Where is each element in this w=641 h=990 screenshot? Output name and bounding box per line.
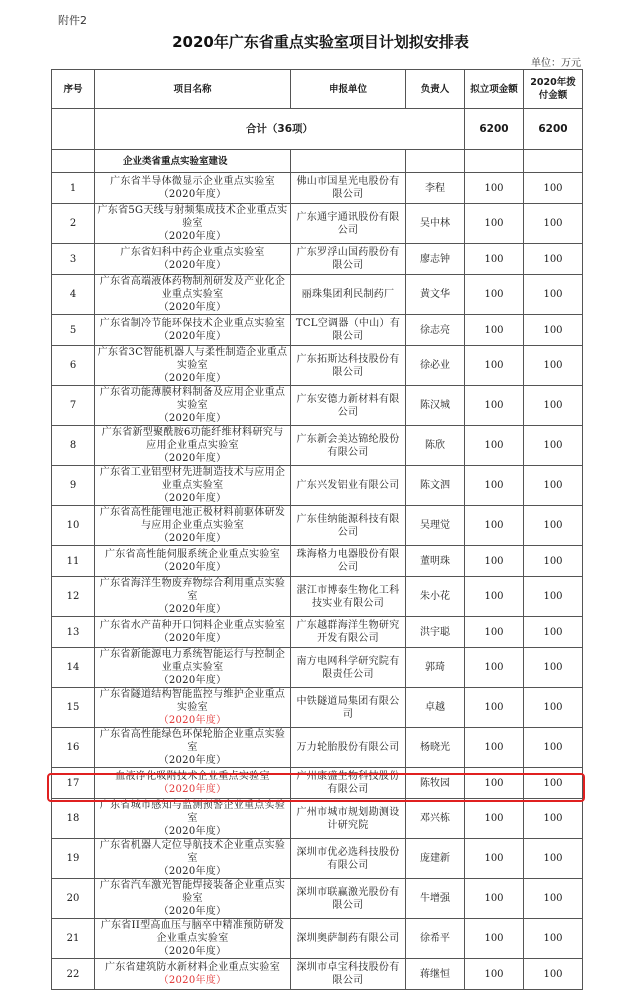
applicant-unit: 广东佳纳能源科技有限公司	[291, 506, 406, 546]
table-header-row	[52, 70, 583, 109]
approved-amount: 100	[465, 577, 524, 617]
approved-amount: 100	[465, 244, 524, 275]
applicant-unit: 深圳市优必选科技股份有限公司	[291, 839, 406, 879]
project-leader: 杨晓光	[406, 728, 465, 768]
project-name	[95, 506, 291, 546]
table-row	[52, 275, 583, 315]
paid-amount: 100	[524, 839, 583, 879]
header-paid: 2020年拨付金额	[524, 70, 583, 109]
project-name-text: 广东省汽车激光智能焊接装备企业重点实验室	[99, 880, 286, 904]
table-row	[52, 688, 583, 728]
table-row	[52, 919, 583, 959]
project-name-text: 广东省新型聚酰胺6功能纤维材料研究与应用企业重点实验室	[101, 427, 284, 451]
project-table	[51, 69, 583, 990]
project-name-text: 广东省水产苗种开口饲料企业重点实验室	[99, 620, 286, 631]
paid-amount: 100	[524, 959, 583, 990]
applicant-unit: 深圳市联赢激光股份有限公司	[291, 879, 406, 919]
project-name-text: 广东省隧道结构智能监控与维护企业重点实验室	[99, 689, 286, 713]
project-leader: 牛增强	[406, 879, 465, 919]
approved-amount: 100	[465, 173, 524, 204]
row-number: 12	[52, 577, 95, 617]
project-name-text: 广东省机器人定位导航技术企业重点实验室	[99, 840, 286, 864]
project-name-text: 广东省3C智能机器人与柔性制造企业重点实验室	[97, 347, 288, 371]
paid-amount: 100	[524, 244, 583, 275]
paid-amount: 100	[524, 546, 583, 577]
approved-amount: 100	[465, 204, 524, 244]
paid-amount: 100	[524, 768, 583, 799]
project-year: （2020年度）	[158, 533, 227, 544]
project-leader: 陈汉城	[406, 386, 465, 426]
row-number: 13	[52, 617, 95, 648]
row-number: 8	[52, 426, 95, 466]
project-name	[95, 688, 291, 728]
project-name	[95, 546, 291, 577]
project-leader: 徐必业	[406, 346, 465, 386]
paid-amount: 100	[524, 577, 583, 617]
applicant-unit: 万力轮胎股份有限公司	[291, 728, 406, 768]
project-year: （2020年度）	[158, 413, 227, 424]
approved-amount: 100	[465, 617, 524, 648]
project-leader: 卓越	[406, 688, 465, 728]
approved-amount: 100	[465, 839, 524, 879]
approved-amount: 100	[465, 799, 524, 839]
project-name-text: 广东省5G天线与射频集成技术企业重点实验室	[97, 205, 288, 229]
project-leader: 陈牧园	[406, 768, 465, 799]
total-label: 合计（36项）	[95, 109, 465, 150]
approved-amount: 100	[465, 959, 524, 990]
applicant-unit: TCL空调器（中山）有限公司	[291, 315, 406, 346]
total-paid: 6200	[524, 109, 583, 150]
applicant-unit: 珠海格力电器股份有限公司	[291, 546, 406, 577]
total-amount: 6200	[465, 109, 524, 150]
project-year: （2020年度）	[158, 302, 227, 313]
section-label: 企业类省重点实验室建设	[95, 150, 291, 173]
row-number: 1	[52, 173, 95, 204]
table-row	[52, 506, 583, 546]
project-name	[95, 346, 291, 386]
row-number: 18	[52, 799, 95, 839]
project-year: （2020年度）	[158, 755, 227, 766]
project-name-text: 广东省妇科中药企业重点实验室	[120, 247, 265, 258]
project-year: （2020年度）	[158, 189, 227, 200]
row-number: 21	[52, 919, 95, 959]
project-name-text: 广东省海洋生物废弃物综合利用重点实验室	[99, 578, 286, 602]
approved-amount: 100	[465, 315, 524, 346]
project-year: （2020年度）	[158, 826, 227, 837]
project-name	[95, 577, 291, 617]
project-name-text: 广东省城市感知与监测预警企业重点实验室	[99, 800, 286, 824]
approved-amount: 100	[465, 768, 524, 799]
table-row	[52, 648, 583, 688]
project-name	[95, 959, 291, 990]
approved-amount: 100	[465, 919, 524, 959]
project-year: （2020年度）	[158, 715, 227, 726]
applicant-unit: 湛江市博泰生物化工科技实业有限公司	[291, 577, 406, 617]
table-row	[52, 768, 583, 799]
applicant-unit: 丽珠集团利民制药厂	[291, 275, 406, 315]
approved-amount: 100	[465, 728, 524, 768]
table-row	[52, 466, 583, 506]
project-name	[95, 173, 291, 204]
approved-amount: 100	[465, 466, 524, 506]
project-year: （2020年度）	[158, 866, 227, 877]
approved-amount: 100	[465, 386, 524, 426]
section-empty-cell	[406, 150, 465, 173]
row-number: 22	[52, 959, 95, 990]
project-leader: 黄文华	[406, 275, 465, 315]
paid-amount: 100	[524, 648, 583, 688]
row-number: 15	[52, 688, 95, 728]
project-name-text: 广东省II型高血压与脑卒中精准预防研发企业重点实验室	[100, 920, 285, 944]
project-name-text: 血液净化吸附技术企业重点实验室	[115, 771, 270, 782]
row-number: 2	[52, 204, 95, 244]
header-leader: 负责人	[406, 70, 465, 109]
project-leader: 邓兴栋	[406, 799, 465, 839]
project-name	[95, 768, 291, 799]
approved-amount: 100	[465, 426, 524, 466]
table-row	[52, 728, 583, 768]
table-row	[52, 426, 583, 466]
table-row	[52, 546, 583, 577]
project-name-text: 广东省高性能锂电池正极材料前驱体研发与应用企业重点实验室	[99, 507, 286, 531]
project-leader: 朱小花	[406, 577, 465, 617]
project-leader: 洪宇聪	[406, 617, 465, 648]
section-empty-cell	[524, 150, 583, 173]
project-year: （2020年度）	[158, 975, 227, 986]
project-year: （2020年度）	[158, 493, 227, 504]
section-blank	[52, 150, 95, 173]
project-year: （2020年度）	[158, 562, 227, 573]
project-name	[95, 648, 291, 688]
project-name	[95, 386, 291, 426]
approved-amount: 100	[465, 546, 524, 577]
project-leader: 徐志亮	[406, 315, 465, 346]
project-year: （2020年度）	[158, 604, 227, 615]
table-row	[52, 959, 583, 990]
project-year: （2020年度）	[158, 373, 227, 384]
project-year: （2020年度）	[158, 260, 227, 271]
row-number: 20	[52, 879, 95, 919]
project-leader: 蒋继恒	[406, 959, 465, 990]
project-leader: 李程	[406, 173, 465, 204]
table-row	[52, 577, 583, 617]
total-row	[52, 109, 583, 150]
approved-amount: 100	[465, 648, 524, 688]
project-year: （2020年度）	[158, 231, 227, 242]
row-number: 6	[52, 346, 95, 386]
paid-amount: 100	[524, 799, 583, 839]
applicant-unit: 佛山市国星光电股份有限公司	[291, 173, 406, 204]
total-blank	[52, 109, 95, 150]
table-row	[52, 617, 583, 648]
project-name	[95, 617, 291, 648]
row-number: 10	[52, 506, 95, 546]
project-name-text: 广东省功能薄膜材料制备及应用企业重点实验室	[99, 387, 286, 411]
project-name-text: 广东省建筑防水新材料企业重点实验室	[104, 962, 281, 973]
header-no: 序号	[52, 70, 95, 109]
project-leader: 陈文泗	[406, 466, 465, 506]
header-project-name: 项目名称	[95, 70, 291, 109]
header-applicant: 申报单位	[291, 70, 406, 109]
table-row	[52, 346, 583, 386]
project-name	[95, 839, 291, 879]
table-row	[52, 173, 583, 204]
applicant-unit: 广东安德力新材料有限公司	[291, 386, 406, 426]
paid-amount: 100	[524, 506, 583, 546]
paid-amount: 100	[524, 346, 583, 386]
section-row	[52, 150, 583, 173]
project-leader: 徐希平	[406, 919, 465, 959]
project-name-text: 广东省半导体微显示企业重点实验室	[110, 176, 275, 187]
paid-amount: 100	[524, 688, 583, 728]
document-title: 2020年广东省重点实验室项目计划拟安排表	[172, 33, 469, 51]
applicant-unit: 广州市城市规划勘测设计研究院	[291, 799, 406, 839]
table-row	[52, 204, 583, 244]
project-name	[95, 728, 291, 768]
project-leader: 吴理觉	[406, 506, 465, 546]
project-leader: 董明珠	[406, 546, 465, 577]
paid-amount: 100	[524, 204, 583, 244]
applicant-unit: 广东越群海洋生物研究开发有限公司	[291, 617, 406, 648]
project-year: （2020年度）	[158, 331, 227, 342]
paid-amount: 100	[524, 617, 583, 648]
project-name	[95, 275, 291, 315]
applicant-unit: 广东兴发铝业有限公司	[291, 466, 406, 506]
row-number: 14	[52, 648, 95, 688]
paid-amount: 100	[524, 466, 583, 506]
paid-amount: 100	[524, 728, 583, 768]
project-name	[95, 466, 291, 506]
table-row	[52, 244, 583, 275]
attachment-label: 附件2	[58, 14, 87, 27]
applicant-unit: 广东罗浮山国药股份有限公司	[291, 244, 406, 275]
header-amount: 拟立项金额	[465, 70, 524, 109]
project-year: （2020年度）	[158, 453, 227, 464]
paid-amount: 100	[524, 173, 583, 204]
row-number: 9	[52, 466, 95, 506]
project-year: （2020年度）	[158, 633, 227, 644]
applicant-unit: 广州康盛生物科技股份有限公司	[291, 768, 406, 799]
project-name	[95, 879, 291, 919]
project-leader: 庞建新	[406, 839, 465, 879]
project-name-text: 广东省新能源电力系统智能运行与控制企业重点实验室	[99, 649, 286, 673]
project-leader: 陈欣	[406, 426, 465, 466]
approved-amount: 100	[465, 275, 524, 315]
applicant-unit: 南方电网科学研究院有限责任公司	[291, 648, 406, 688]
paid-amount: 100	[524, 386, 583, 426]
applicant-unit: 中铁隧道局集团有限公司	[291, 688, 406, 728]
row-number: 16	[52, 728, 95, 768]
table-row	[52, 879, 583, 919]
applicant-unit: 深圳奥萨制药有限公司	[291, 919, 406, 959]
table-row	[52, 839, 583, 879]
project-leader: 廖志钟	[406, 244, 465, 275]
table-row	[52, 315, 583, 346]
project-leader: 郭琦	[406, 648, 465, 688]
row-number: 5	[52, 315, 95, 346]
project-name	[95, 426, 291, 466]
project-year: （2020年度）	[158, 675, 227, 686]
approved-amount: 100	[465, 688, 524, 728]
project-year: （2020年度）	[158, 906, 227, 917]
project-year: （2020年度）	[158, 946, 227, 957]
approved-amount: 100	[465, 506, 524, 546]
row-number: 4	[52, 275, 95, 315]
project-name	[95, 204, 291, 244]
project-name-text: 广东省高端液体药物制剂研发及产业化企业重点实验室	[99, 276, 286, 300]
project-name-text: 广东省高性能绿色环保轮胎企业重点实验室	[99, 729, 286, 753]
applicant-unit: 深圳市卓宝科技股份有限公司	[291, 959, 406, 990]
paid-amount: 100	[524, 919, 583, 959]
section-empty-cell	[291, 150, 406, 173]
project-name	[95, 315, 291, 346]
unit-label: 单位：万元	[531, 58, 581, 69]
paid-amount: 100	[524, 275, 583, 315]
table-row	[52, 386, 583, 426]
project-name-text: 广东省制冷节能环保技术企业重点实验室	[99, 318, 286, 329]
row-number: 11	[52, 546, 95, 577]
row-number: 17	[52, 768, 95, 799]
paid-amount: 100	[524, 315, 583, 346]
row-number: 3	[52, 244, 95, 275]
section-empty-cell	[465, 150, 524, 173]
project-year: （2020年度）	[158, 784, 227, 795]
project-leader: 吴中林	[406, 204, 465, 244]
applicant-unit: 广东拓斯达科技股份有限公司	[291, 346, 406, 386]
applicant-unit: 广东通宇通讯股份有限公司	[291, 204, 406, 244]
paid-amount: 100	[524, 879, 583, 919]
project-name	[95, 919, 291, 959]
paid-amount: 100	[524, 426, 583, 466]
approved-amount: 100	[465, 879, 524, 919]
project-name	[95, 244, 291, 275]
project-name-text: 广东省工业铝型材先进制造技术与应用企业重点实验室	[99, 467, 286, 491]
row-number: 7	[52, 386, 95, 426]
row-number: 19	[52, 839, 95, 879]
project-name-text: 广东省高性能伺服系统企业重点实验室	[104, 549, 281, 560]
applicant-unit: 广东新会美达锦纶股份有限公司	[291, 426, 406, 466]
approved-amount: 100	[465, 346, 524, 386]
